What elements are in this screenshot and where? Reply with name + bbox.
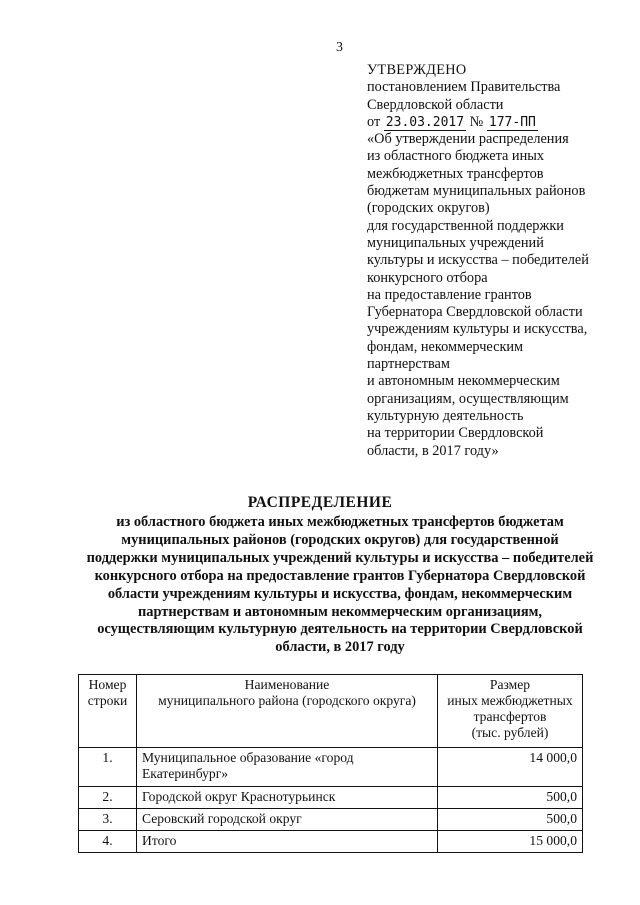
approval-title-line: «Об утверждении распределения [367,131,569,148]
approval-title-line: из областного бюджета иных [367,148,544,165]
total-label-cell: Итого [137,831,438,853]
approval-title-line: на предоставление грантов [367,286,532,303]
approval-title [367,131,627,460]
row-number-cell: 2. [79,787,137,809]
total-amount-cell: 15 000,0 [438,831,583,853]
approval-title-line: (городских округов) [367,200,490,217]
subtitle-line: муниципальных районов (городских округов) для государственной [121,531,559,548]
approval-title-line: и автономным некоммерческим [367,373,560,390]
municipality-cell: Муниципальное образование «город Екатеринбург» [137,748,438,787]
header-municipality-name [137,675,438,748]
row-number-cell: 3. [79,809,137,831]
subtitle-line: партнерствам и автономным некоммерческим организациям, [137,603,543,620]
header-text: (тыс. рублей) [471,725,549,740]
approval-title-line: партнерствам [367,356,450,373]
approval-number: 177-ПП [488,114,536,130]
subtitle-line: осуществляющим культурную деятельность на территории Свердловской [97,621,583,638]
header-text: Наименование [244,677,330,692]
header-text: иных межбюджетных [447,693,573,708]
approval-line: Свердловской области [367,96,504,113]
approval-title-line: культуры и искусства – победителей [367,252,589,269]
approval-title-line: Губернатора Свердловской области [367,304,583,321]
header-row-number [79,675,137,748]
table-row [79,787,583,809]
header-text: Размер [489,677,531,692]
approval-title-line: области, в 2017 году» [367,442,499,459]
approval-title-line: межбюджетных трансфертов [367,165,544,182]
page-number: 3 [336,40,343,55]
amount-cell: 14 000,0 [438,748,583,787]
document-subtitle [78,514,602,657]
row-number-cell: 4. [79,831,137,853]
approval-date: 23.03.2017 [385,114,465,130]
municipality-cell: Городской округ Краснотурьинск [137,787,438,809]
table-row [79,748,583,787]
amount-cell: 500,0 [438,809,583,831]
header-text: строки [87,693,128,708]
number-prefix: № [469,113,484,130]
approval-title-line: для государственной поддержки [367,217,564,234]
document-title: РАСПРЕДЕЛЕНИЕ [247,494,393,511]
approval-title-line: бюджетам муниципальных районов [367,183,586,200]
municipality-cell: Серовский городской округ [137,809,438,831]
approval-block [367,62,627,460]
row-number-cell: 1. [79,748,137,787]
approval-title-line: на территории Свердловской [367,425,544,442]
subtitle-line: конкурсного отбора на предоставление грантов Губернатора Свердловской [94,567,586,584]
subtitle-line: поддержки муниципальных учреждений культуры и искусства – победителей [86,549,594,566]
table-total-row [79,831,583,853]
approval-heading: УТВЕРЖДЕНО [367,62,467,78]
approval-title-line: организациям, осуществляющим [367,390,569,407]
subtitle-line: области, в 2017 году [275,639,405,656]
approval-date-line [367,114,627,131]
approval-line: постановлением Правительства [367,79,561,96]
approval-title-line: культурную деятельность [367,407,524,424]
header-text: трансфертов [473,709,547,724]
table-header-row [79,675,583,748]
subtitle-line: из областного бюджета иных межбюджетных трансфертов бюджетам [116,514,564,530]
header-text: муниципального района (городского округа) [158,693,416,708]
approval-title-line: учреждениям культуры и искусства, [367,321,588,338]
date-prefix: от [367,113,381,130]
approval-title-line: конкурсного отбора [367,269,488,286]
amount-cell: 500,0 [438,787,583,809]
header-text: Номер [88,677,127,692]
subtitle-line: области учреждениям культуры и искусства, фондам, некоммерческим [107,585,573,602]
distribution-table [78,674,583,853]
table-row [79,809,583,831]
header-transfer-amount [438,675,583,748]
approval-title-line: муниципальных учреждений [367,234,544,251]
approval-title-line: фондам, некоммерческим [367,338,524,355]
